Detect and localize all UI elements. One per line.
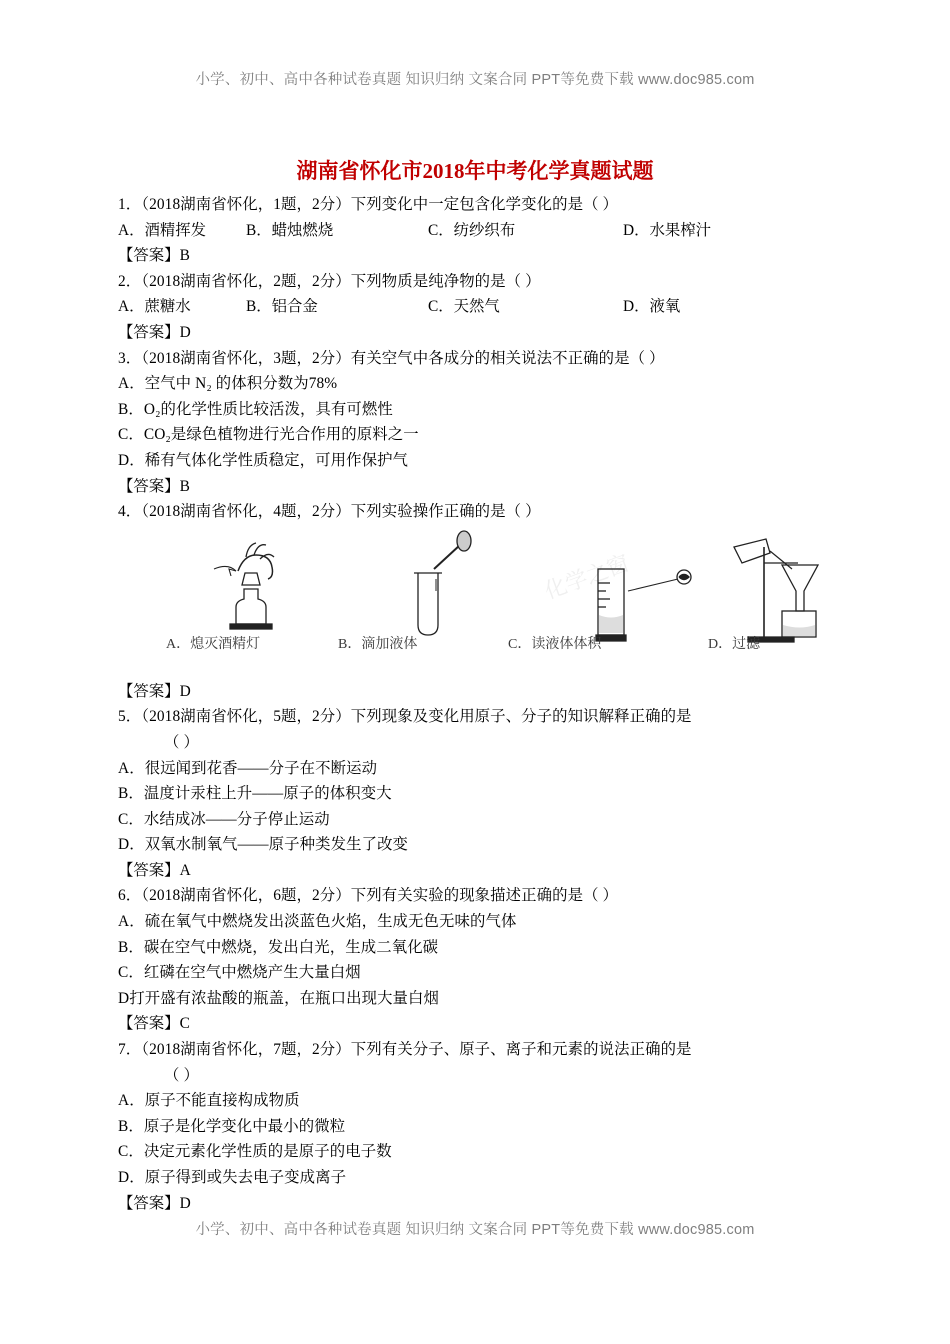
option-c-2: C．天然气	[428, 298, 500, 316]
question-stem-7: 7．（2018湖南省怀化，7题，2分）下列有关分子、原子、离子和元素的说法正确的是	[118, 1041, 692, 1059]
question-stem-4: 4．（2018湖南省怀化，4题，2分）下列实验操作正确的是（ ）	[118, 503, 541, 521]
option-b-5: B．温度计汞柱上升——原子的体积变大	[118, 785, 392, 803]
option-b-7: B．原子是化学变化中最小的微粒	[118, 1117, 346, 1135]
option-d-7: D．原子得到或失去电子变成离子	[118, 1169, 347, 1186]
answer-1: 【答案】B	[118, 247, 190, 265]
option-a-3: A．空气中 N₂ 的体积分数为78%	[118, 375, 338, 393]
answer-4: 【答案】D	[118, 682, 191, 700]
watermark-bottom: 小学、初中、高中各种试卷真题 知识归纳 文案合同 PPT等免费下载 www.doc985.com	[195, 1222, 755, 1238]
option-c-1: C．纺纱织布	[428, 221, 516, 239]
figure-d-filtration	[734, 539, 818, 642]
option-b-2: B．铝合金	[246, 298, 318, 316]
option-d-3: D．稀有气体化学性质稳定，可用作保护气	[118, 451, 409, 469]
page-title: 湖南省怀化市2018年中考化学真题试题	[296, 159, 654, 183]
option-c-3: C．CO₂是绿色植物进行光合作用的原料之一	[118, 426, 419, 444]
option-a-2: A．蔗糖水	[118, 298, 191, 316]
figure-captions	[118, 633, 838, 653]
option-b-1: B．蜡烛燃烧	[246, 221, 334, 239]
option-a-6: A．硫在氧气中燃烧发出淡蓝色火焰，生成无色无味的气体	[118, 913, 517, 931]
question-stem-6: 6．（2018湖南省怀化，6题，2分）下列有关实验的现象描述正确的是（ ）	[118, 887, 619, 905]
option-a-5: A．很远闻到花香——分子在不断运动	[118, 759, 378, 777]
watermark-top: 小学、初中、高中各种试卷真题 知识归纳 文案合同 PPT等免费下载 www.doc985.com	[195, 72, 755, 88]
figure-a-alcohol-lamp	[214, 543, 274, 629]
option-b-3: B．O₂的化学性质比较活泼，具有可燃性	[118, 400, 393, 418]
figure-label-b: B．滴加液体	[338, 636, 418, 652]
question-stem-1: 1．（2018湖南省怀化，1题，2分）下列变化中一定包含化学变化的是（ ）	[118, 196, 619, 213]
option-c-5: C．水结成冰——分子停止运动	[118, 810, 330, 828]
figure-label-a: A．熄灭酒精灯	[166, 636, 261, 652]
experiment-figure-group	[118, 529, 838, 679]
option-d-1: D．水果榨汁	[623, 221, 712, 239]
question-stem-7-cont: （ ）	[164, 1066, 199, 1084]
svg-text:化学之窗: 化学之窗	[541, 549, 633, 604]
question-stem-5: 5．（2018湖南省怀化，5题，2分）下列现象及变化用原子、分子的知识解释正确的是	[118, 708, 692, 726]
document-body	[118, 192, 838, 1216]
answer-5: 【答案】A	[118, 861, 191, 879]
option-c-6: C．红磷在空气中燃烧产生大量白烟	[118, 964, 361, 982]
question-stem-5-cont: （ ）	[164, 733, 199, 751]
question-options-2	[118, 294, 838, 320]
answer-3: 【答案】B	[118, 477, 190, 495]
option-a-7: A．原子不能直接构成物质	[118, 1092, 300, 1110]
option-b-6: B．碳在空气中燃烧，发出白光，生成二氧化碳	[118, 938, 439, 956]
figure-label-c: C．读液体体积	[508, 636, 602, 652]
answer-7: 【答案】D	[118, 1194, 191, 1212]
option-d-5: D．双氧水制氧气——原子种类发生了改变	[118, 836, 409, 854]
question-stem-3: 3．（2018湖南省怀化，3题，2分）有关空气中各成分的相关说法不正确的是（ ）	[118, 349, 665, 367]
experiment-figures-svg	[118, 529, 838, 679]
option-a-1: A．酒精挥发	[118, 221, 207, 239]
figure-b-dropper	[414, 531, 471, 635]
option-d-2: D．液氧	[623, 298, 681, 316]
question-stem-2: 2．（2018湖南省怀化，2题，2分）下列物质是纯净物的是（ ）	[118, 272, 541, 290]
answer-6: 【答案】C	[118, 1015, 190, 1033]
question-options-1	[118, 218, 838, 244]
answer-2: 【答案】D	[118, 323, 191, 341]
figure-label-d: D．过滤	[708, 636, 761, 652]
option-d-6: D打开盛有浓盐酸的瓶盖，在瓶口出现大量白烟	[118, 989, 440, 1007]
option-c-7: C．决定元素化学性质的是原子的电子数	[118, 1143, 392, 1161]
